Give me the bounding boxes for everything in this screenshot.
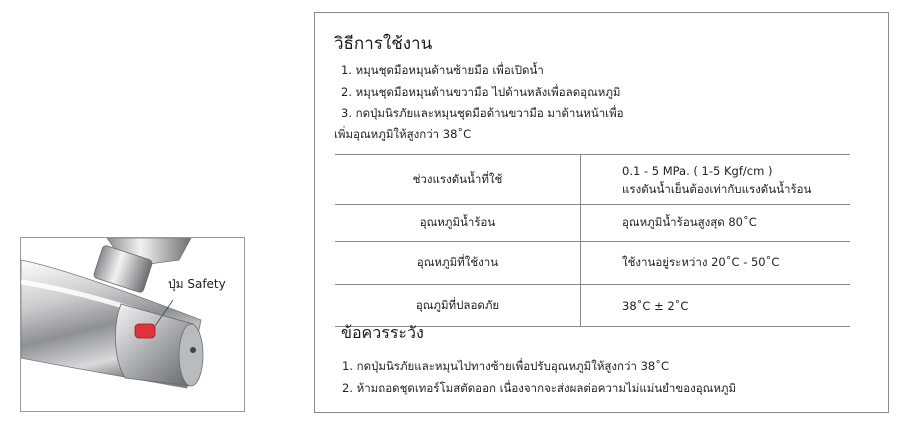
caution-item-1: 1. กดปุ่มนิรภัยและหมุนไปทางซ้ายเพื่อปรับอุณหภูมิให้สูงกว่า 38˚C [342, 359, 669, 373]
caution-item-2: 2. ห้ามถอดชุดเทอร์โมสตัดออก เนื่องจากจะส่งผลต่อความไม่แม่นยำของอุณหภูมิ [342, 381, 737, 395]
spec-row [335, 205, 850, 242]
spec-value: 38˚C ± 2˚C [581, 285, 851, 327]
spec-label: อุณหภูมิที่ใช้งาน [335, 242, 581, 285]
spec-value: อุณหภูมิน้ำร้อนสูงสุด 80˚C [581, 205, 851, 242]
safety-button-label: ปุ่ม Safety [168, 277, 226, 291]
spec-row [335, 155, 850, 205]
product-photo [20, 237, 245, 412]
spec-row [335, 242, 850, 285]
thermostatic-valve-image [21, 238, 245, 412]
usage-step-3: 3. กดปุ่มนิรภัยและหมุนชุดมือด้านขวามือ มาด้านหน้าเพื่อ [341, 106, 624, 120]
safety-button-mark [135, 324, 155, 338]
spec-value-line: แรงดันน้ำเย็นต้องเท่ากับแรงดันน้ำร้อน [622, 181, 812, 196]
usage-step-1: 1. หมุนชุดมือหมุนด้านซ้ายมือ เพื่อเปิดน้ำ [341, 63, 544, 77]
spec-label: ช่วงแรงดันน้ำที่ใช้ [335, 155, 581, 205]
spec-table [335, 154, 850, 327]
usage-heading: วิธีการใช้งาน [334, 34, 433, 54]
usage-step-2: 2. หมุนชุดมือหมุนด้านขวามือ ไปด้านหลังเพื่อลดอุณหภูมิ [341, 85, 621, 99]
usage-step-3-continued: เพิ่มอุณหภูมิให้สูงกว่า 38˚C [334, 127, 472, 141]
spec-label: อุณหภูมิน้ำร้อน [335, 205, 581, 242]
caution-heading: ข้อควรระวัง [341, 323, 424, 342]
spec-value-line: 0.1 - 5 MPa. ( 1-5 Kgf/cm ) [622, 163, 773, 178]
instruction-panel [314, 12, 889, 413]
spec-value [581, 155, 851, 205]
spec-label: อุณภูมิที่ปลอดภัย [335, 285, 581, 327]
spec-value: ใช้งานอยู่ระหว่าง 20˚C - 50˚C [581, 242, 851, 285]
